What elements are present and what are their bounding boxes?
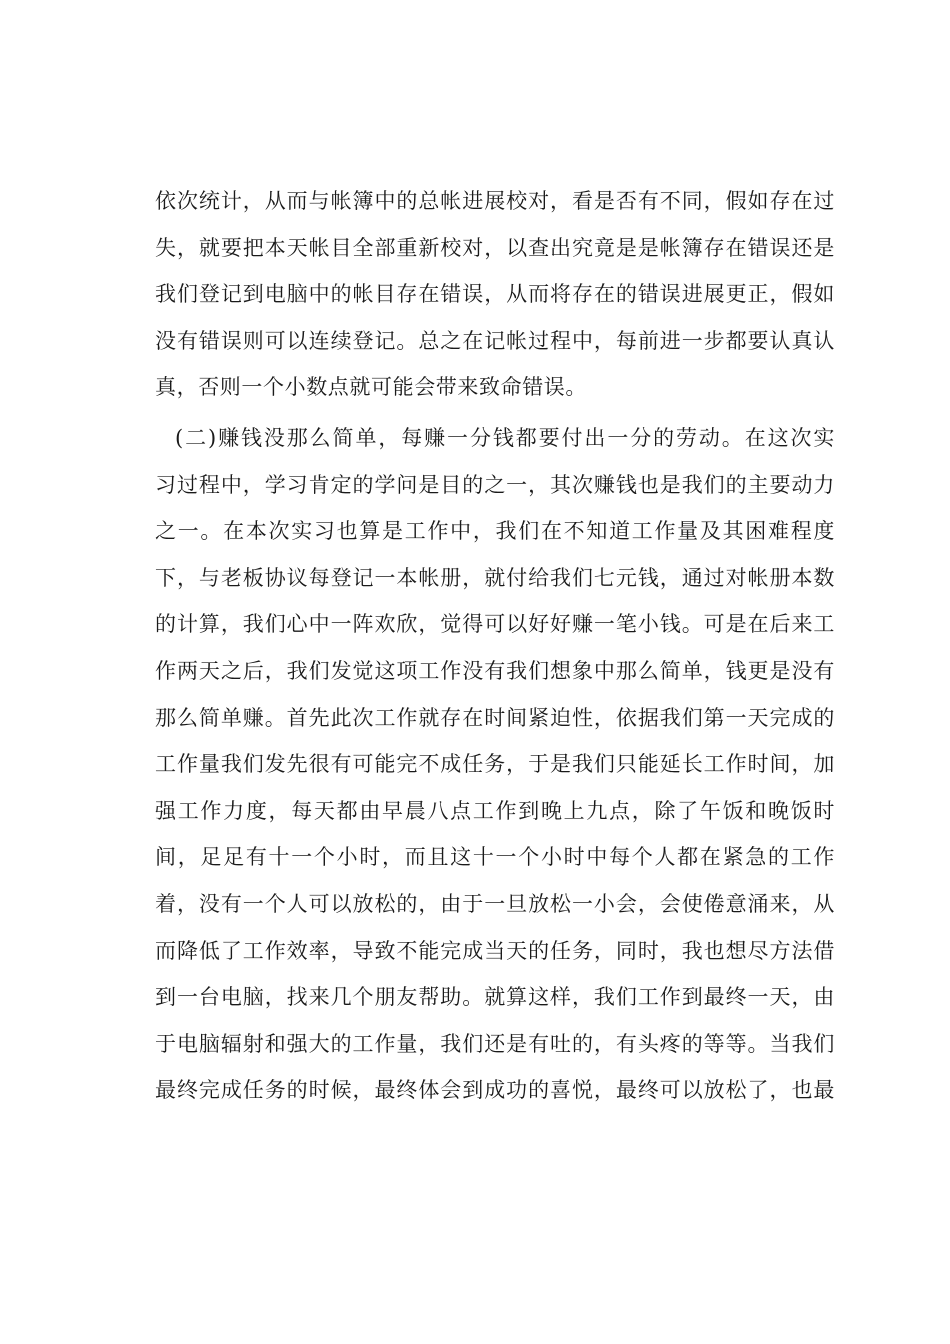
paragraph-1-line: 真，否则一个小数点就可能会带来致命错误。	[155, 375, 587, 400]
paragraph-1-line: 我们登记到电脑中的帐目存在错误，从而将存在的错误进展更正，假如	[155, 282, 835, 307]
paragraph-2-line: 的计算，我们心中一阵欢欣，觉得可以好好赚一笔小钱。可是在后来工	[155, 612, 835, 637]
paragraph-1	[155, 178, 835, 411]
paragraph-2-line: 工作量我们发先很有可能完不成任务，于是我们只能延长工作时间，加	[155, 752, 835, 777]
paragraph-2-line: 间，足足有十一个小时，而且这十一个小时中每个人都在紧急的工作	[155, 845, 835, 870]
paragraph-2	[155, 415, 835, 1114]
document-body	[155, 178, 835, 1114]
paragraph-2-line: 强工作力度，每天都由早晨八点工作到晚上九点，除了午饭和晚饭时	[155, 798, 835, 823]
paragraph-2-line: (二)赚钱没那么简单，每赚一分钱都要付出一分的劳动。在这次实	[175, 425, 835, 450]
paragraph-2-line: 习过程中，学习肯定的学问是目的之一，其次赚钱也是我们的主要动力	[155, 472, 835, 497]
paragraph-2-line: 下，与老板协议每登记一本帐册，就付给我们七元钱，通过对帐册本数	[155, 565, 835, 590]
paragraph-2-line: 作两天之后，我们发觉这项工作没有我们想象中那么简单，钱更是没有	[155, 658, 835, 683]
paragraph-1-line: 失，就要把本天帐目全部重新校对，以查出究竟是是帐簿存在错误还是	[155, 235, 835, 260]
paragraph-2-line: 着，没有一个人可以放松的，由于一旦放松一小会，会使倦意涌来，从	[155, 891, 835, 916]
paragraph-1-line: 依次统计，从而与帐簿中的总帐进展校对，看是否有不同，假如存在过	[155, 189, 835, 213]
paragraph-2-line: 之一。在本次实习也算是工作中，我们在不知道工作量及其困难程度	[155, 519, 835, 544]
paragraph-2-line: 最终完成任务的时候，最终体会到成功的喜悦，最终可以放松了，也最	[155, 1078, 835, 1103]
paragraph-1-line: 没有错误则可以连续登记。总之在记帐过程中，每前进一步都要认真认	[155, 328, 835, 353]
paragraph-2-line: 那么简单赚。首先此次工作就存在时间紧迫性，依据我们第一天完成的	[155, 705, 835, 730]
paragraph-2-line: 到一台电脑，找来几个朋友帮助。就算这样，我们工作到最终一天，由	[155, 985, 835, 1010]
paragraph-2-line: 于电脑辐射和强大的工作量，我们还是有吐的，有头疼的等等。当我们	[155, 1031, 835, 1056]
paragraph-2-line: 而降低了工作效率，导致不能完成当天的任务，同时，我也想尽方法借	[155, 938, 835, 963]
